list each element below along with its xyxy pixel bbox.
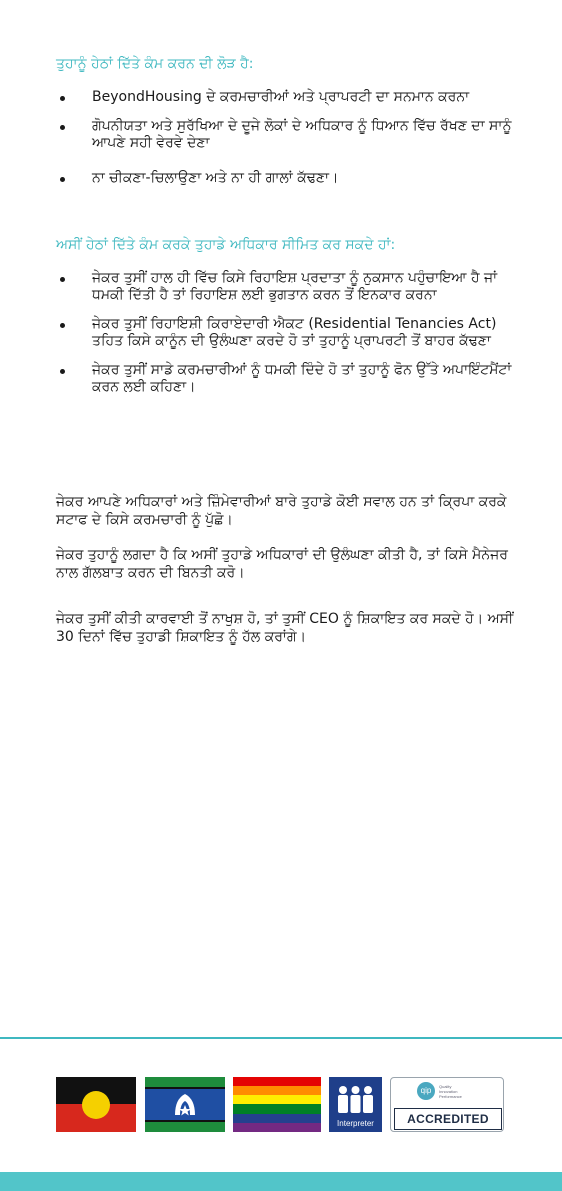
qip-accredited-logo xyxy=(390,1077,504,1132)
section1-list xyxy=(56,89,526,187)
list-item: BeyondHousing ਦੇ ਕਰਮਚਾਰੀਆਂ ਅਤੇ ਪ੍ਰਾਪਰਟੀ ਦਾ ਸਨਮਾਨ ਕਰਨਾ xyxy=(56,89,526,106)
interpreter-people-icon xyxy=(335,1085,376,1115)
list-item: ਜੇਕਰ ਤੁਸੀਂ ਹਾਲ ਹੀ ਵਿੱਚ ਕਿਸੇ ਰਿਹਾਇਸ਼ ਪ੍ਰਦਾਤਾ ਨੂੰ ਨੁਕਸਾਨ ਪਹੁੰਚਾਇਆ ਹੈ ਜਾਂ ਧਮਕੀ ਦਿੱਤੀ ਹੈ ਤਾਂ ਰਿਹਾਇਸ਼ ਲਈ ਭੁਗਤਾਨ ਕਰਨ ਤੋਂ ਇਨਕਾਰ ਕਰਨਾ xyxy=(56,270,526,304)
manager-paragraph: ਜੇਕਰ ਤੁਹਾਨੂੰ ਲਗਦਾ ਹੈ ਕਿ ਅਸੀਂ ਤੁਹਾਡੇ ਅਧਿਕਾਰਾਂ ਦੀ ਉਲੰਘਣਾ ਕੀਤੀ ਹੈ, ਤਾਂ ਕਿਸੇ ਮੈਨੇਜਰ ਨਾਲ ਗੱਲਬਾਤ ਕਰਨ ਦੀ ਬਿਨਤੀ ਕਰੋ। xyxy=(56,547,508,581)
interpreter-label: Interpreter xyxy=(337,1119,374,1128)
section2-heading: ਅਸੀਂ ਹੇਠਾਂ ਦਿੱਤੇ ਕੰਮ ਕਰਕੇ ਤੁਹਾਡੇ ਅਧਿਕਾਰ ਸੀਮਿਤ ਕਰ ਸਕਦੇ ਹਾਂ: xyxy=(56,237,396,253)
qip-small-text: Quality Innovation Performance xyxy=(439,1084,462,1099)
section2-list xyxy=(56,270,526,396)
complaint-paragraph: ਜੇਕਰ ਤੁਸੀਂ ਕੀਤੀ ਕਾਰਵਾਈ ਤੋਂ ਨਾਖੁਸ਼ ਹੋ, ਤਾਂ ਤੁਸੀਂ CEO ਨੂੰ ਸ਼ਿਕਾਇਤ ਕਰ ਸਕਦੇ ਹੋ। ਅਸੀਂ 30 ਦਿਨਾਂ ਵਿੱਚ ਤੁਹਾਡੀ ਸ਼ਿਕਾਇਤ ਨੂੰ ਹੱਲ ਕਰਾਂਗੇ। xyxy=(56,611,514,645)
list-item: ਗੋਪਨੀਯਤਾ ਅਤੇ ਸੁਰੱਖਿਆ ਦੇ ਦੂਜੇ ਲੋਕਾਂ ਦੇ ਅਧਿਕਾਰ ਨੂੰ ਧਿਆਨ ਵਿੱਚ ਰੱਖਣ ਦਾ ਸਾਨੂੰ ਆਪਣੇ ਸਹੀ ਵੇਰਵੇ ਦੇਣਾ xyxy=(56,118,526,152)
aboriginal-flag-icon xyxy=(56,1077,136,1132)
torres-strait-islander-flag-icon xyxy=(145,1077,225,1132)
list-item: ਜੇਕਰ ਤੁਸੀਂ ਰਿਹਾਇਸ਼ੀ ਕਿਰਾਏਦਾਰੀ ਐਕਟ (Residential Tenancies Act) ਤਹਿਤ ਕਿਸੇ ਕਾਨੂੰਨ ਦੀ ਉਲੰਘਣਾ ਕਰਦੇ ਹੋ ਤਾਂ ਤੁਹਾਨੂੰ ਪ੍ਰਾਪਰਟੀ ਤੋਂ ਬਾਹਰ ਕੱਢਣਾ xyxy=(56,316,526,350)
questions-paragraph: ਜੇਕਰ ਆਪਣੇ ਅਧਿਕਾਰਾਂ ਅਤੇ ਜ਼ਿੰਮੇਵਾਰੀਆਂ ਬਾਰੇ ਤੁਹਾਡੇ ਕੋਈ ਸਵਾਲ ਹਨ ਤਾਂ ਕ੍ਰਿਪਾ ਕਰਕੇ ਸਟਾਫ ਦੇ ਕਿਸੇ ਕਰਮਚਾਰੀ ਨੂੰ ਪੁੱਛੋ। xyxy=(56,494,507,528)
accredited-label: ACCREDITED xyxy=(394,1108,502,1130)
interpreter-logo xyxy=(329,1077,382,1132)
rainbow-flag-icon xyxy=(233,1077,321,1132)
section1-heading: ਤੁਹਾਨੂੰ ਹੇਠਾਂ ਦਿੱਤੇ ਕੰਮ ਕਰਨ ਦੀ ਲੋੜ ਹੈ: xyxy=(56,56,254,72)
bottom-accent-bar xyxy=(0,1172,562,1191)
list-item: ਨਾ ਚੀਕਣਾ-ਚਿਲਾਉਣਾ ਅਤੇ ਨਾ ਹੀ ਗਾਲਾਂ ਕੱਢਣਾ। xyxy=(56,170,526,187)
divider-line xyxy=(0,1037,562,1039)
qip-badge-icon: qip xyxy=(417,1082,435,1100)
list-item: ਜੇਕਰ ਤੁਸੀਂ ਸਾਡੇ ਕਰਮਚਾਰੀਆਂ ਨੂੰ ਧਮਕੀ ਦਿੰਦੇ ਹੋ ਤਾਂ ਤੁਹਾਨੂੰ ਫੋਨ ਉੱਤੇ ਅਪਾਇੰਟਮੈਂਟਾਂ ਕਰਨ ਲਈ ਕਹਿਣਾ। xyxy=(56,362,526,396)
